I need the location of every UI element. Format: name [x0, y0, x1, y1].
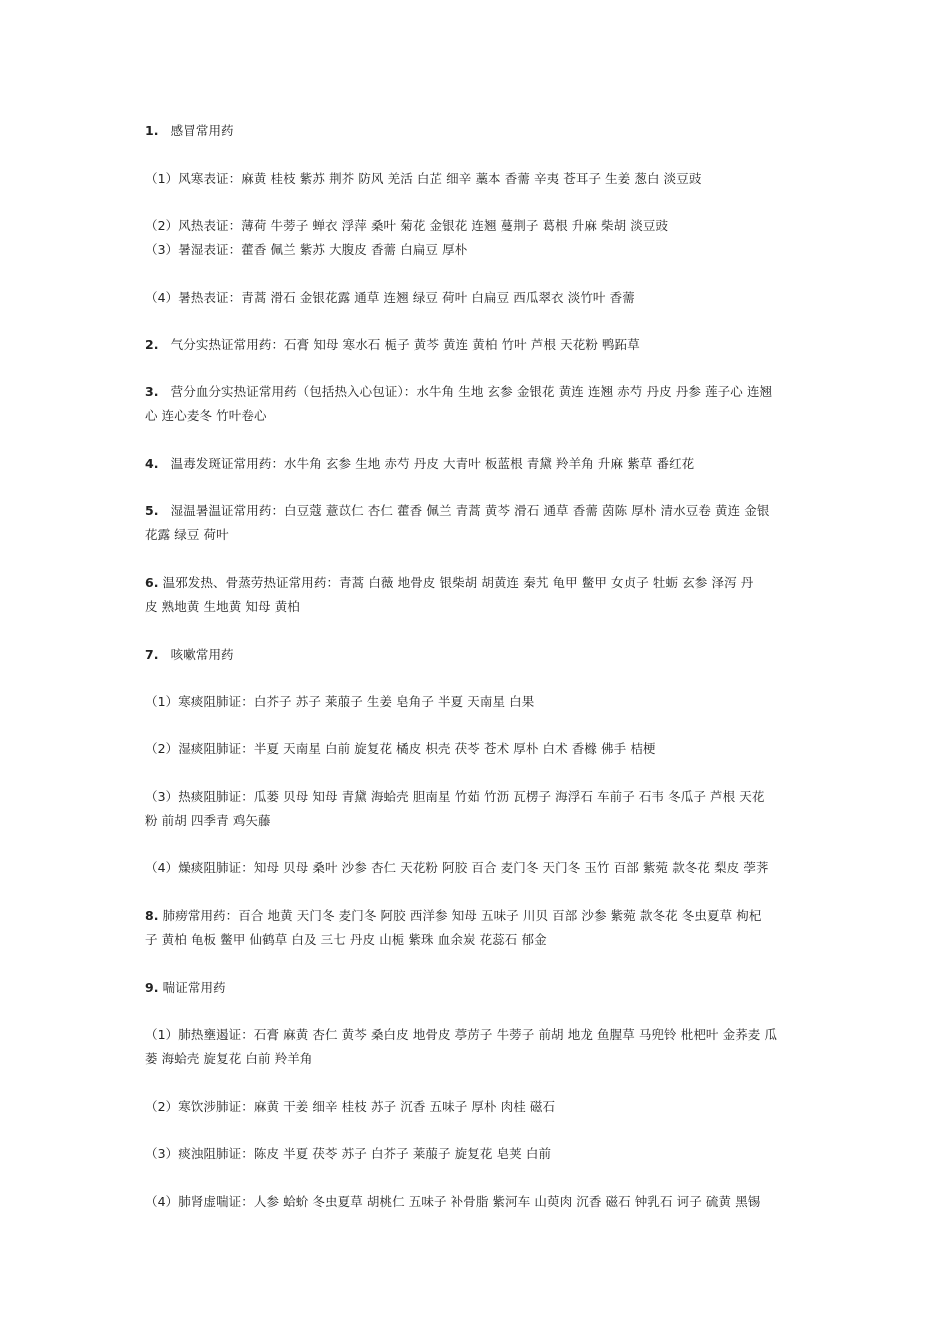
- section-9-item-1-line-1: （1）肺热壅遏证：石膏 麻黄 杏仁 黄芩 桑白皮 地骨皮 葶苈子 牛蒡子 前胡 地龙 鱼腥草 马兜铃 枇杷叶 金荞麦 瓜: [145, 1027, 778, 1042]
- section-6-line-1: [145, 571, 815, 595]
- section-number: 7.: [145, 647, 159, 662]
- section-6-line-2: 皮 熟地黄 生地黄 知母 黄柏: [145, 599, 300, 614]
- section-number: 6.: [145, 575, 159, 590]
- section-text: 温毒发斑证常用药：水牛角 玄参 生地 赤芍 丹皮 大青叶 板蓝根 青黛 羚羊角 升麻 紫草 番红花: [170, 456, 695, 471]
- section-3-line-1: [145, 380, 815, 404]
- section-3-line-2: 心 连心麦冬 竹叶卷心: [145, 408, 267, 423]
- section-title: 咳嗽常用药: [170, 647, 234, 662]
- section-number: 5.: [145, 503, 159, 518]
- section-title: 感冒常用药: [170, 123, 234, 138]
- section-9-item-3: （3）痰浊阻肺证：陈皮 半夏 茯苓 苏子 白芥子 莱菔子 旋复花 皂荚 白前: [145, 1146, 552, 1161]
- section-9-heading: [145, 976, 815, 1000]
- section-9-item-4: （4）肺肾虚喘证：人参 蛤蚧 冬虫夏草 胡桃仁 五味子 补骨脂 紫河车 山萸肉 沉香 磁石 钟乳石 诃子 硫黄 黑锡: [145, 1194, 761, 1209]
- section-5-line-1: [145, 499, 815, 523]
- section-8-line-1: [145, 904, 815, 928]
- section-7-item-1: （1）寒痰阻肺证：白芥子 苏子 莱菔子 生姜 皂角子 半夏 天南星 白果: [145, 694, 535, 709]
- section-1-item-2: （2）风热表证：薄荷 牛蒡子 蝉衣 浮萍 桑叶 菊花 金银花 连翘 蔓荆子 葛根 升麻 柴胡 淡豆豉: [145, 218, 669, 233]
- section-number: 3.: [145, 384, 159, 399]
- section-text: 营分血分实热证常用药（包括热入心包证）：水牛角 生地 玄参 金银花 黄连 连翘 赤芍 丹皮 丹参 莲子心 连翘: [170, 384, 773, 399]
- section-text: 温邪发热、骨蒸劳热证常用药：青蒿 白薇 地骨皮 银柴胡 胡黄连 秦艽 龟甲 鳖甲 女贞子 牡蛎 玄参 泽泻 丹: [162, 575, 754, 590]
- section-title: 喘证常用药: [162, 980, 226, 995]
- section-text: 肺痨常用药：百合 地黄 天门冬 麦门冬 阿胶 西洋参 知母 五味子 川贝 百部 沙参 紫菀 款冬花 冬虫夏草 枸杞: [162, 908, 762, 923]
- section-text: 气分实热证常用药：石膏 知母 寒水石 栀子 黄芩 黄连 黄柏 竹叶 芦根 天花粉 鸭跖草: [170, 337, 640, 352]
- section-4-heading: [145, 452, 815, 476]
- section-number: 9.: [145, 980, 159, 995]
- section-7-item-3-line-2: 粉 前胡 四季青 鸡矢藤: [145, 813, 271, 828]
- section-2-heading: [145, 333, 815, 357]
- section-number: 4.: [145, 456, 159, 471]
- section-number: 2.: [145, 337, 159, 352]
- section-7-item-3-line-1: （3）热痰阻肺证：瓜蒌 贝母 知母 青黛 海蛤壳 胆南星 竹茹 竹沥 瓦楞子 海浮石 车前子 石韦 冬瓜子 芦根 天花: [145, 789, 765, 804]
- section-7-item-4: （4）燥痰阻肺证：知母 贝母 桑叶 沙参 杏仁 天花粉 阿胶 百合 麦门冬 天门冬 玉竹 百部 紫菀 款冬花 梨皮 荸荠: [145, 860, 769, 875]
- section-7-item-2: （2）湿痰阻肺证：半夏 天南星 白前 旋复花 橘皮 枳壳 茯苓 苍术 厚朴 白术 香橼 佛手 桔梗: [145, 741, 656, 756]
- section-9-item-1-line-2: 蒌 海蛤壳 旋复花 白前 羚羊角: [145, 1051, 313, 1066]
- section-text: 湿温暑温证常用药：白豆蔻 薏苡仁 杏仁 藿香 佩兰 青蒿 黄芩 滑石 通草 香薷 茵陈 厚朴 清水豆卷 黄连 金银: [170, 503, 770, 518]
- section-number: 1.: [145, 123, 159, 138]
- section-1-heading: [145, 119, 815, 143]
- section-7-heading: [145, 643, 815, 667]
- section-9-item-2: （2）寒饮涉肺证：麻黄 干姜 细辛 桂枝 苏子 沉香 五味子 厚朴 肉桂 磁石: [145, 1099, 556, 1114]
- section-8-line-2: 子 黄柏 龟板 鳖甲 仙鹤草 白及 三七 丹皮 山栀 紫珠 血余炭 花蕊石 郁金: [145, 932, 547, 947]
- section-5-line-2: 花露 绿豆 荷叶: [145, 527, 229, 542]
- section-1-item-4: （4）暑热表证：青蒿 滑石 金银花露 通草 连翘 绿豆 荷叶 白扁豆 西瓜翠衣 淡竹叶 香薷: [145, 290, 635, 305]
- section-1-item-1: （1）风寒表证：麻黄 桂枝 紫苏 荆芥 防风 羌活 白芷 细辛 藁本 香薷 辛夷 苍耳子 生姜 葱白 淡豆豉: [145, 171, 702, 186]
- section-number: 8.: [145, 908, 159, 923]
- section-1-item-3: （3）暑湿表证：藿香 佩兰 紫苏 大腹皮 香薷 白扁豆 厚朴: [145, 242, 468, 257]
